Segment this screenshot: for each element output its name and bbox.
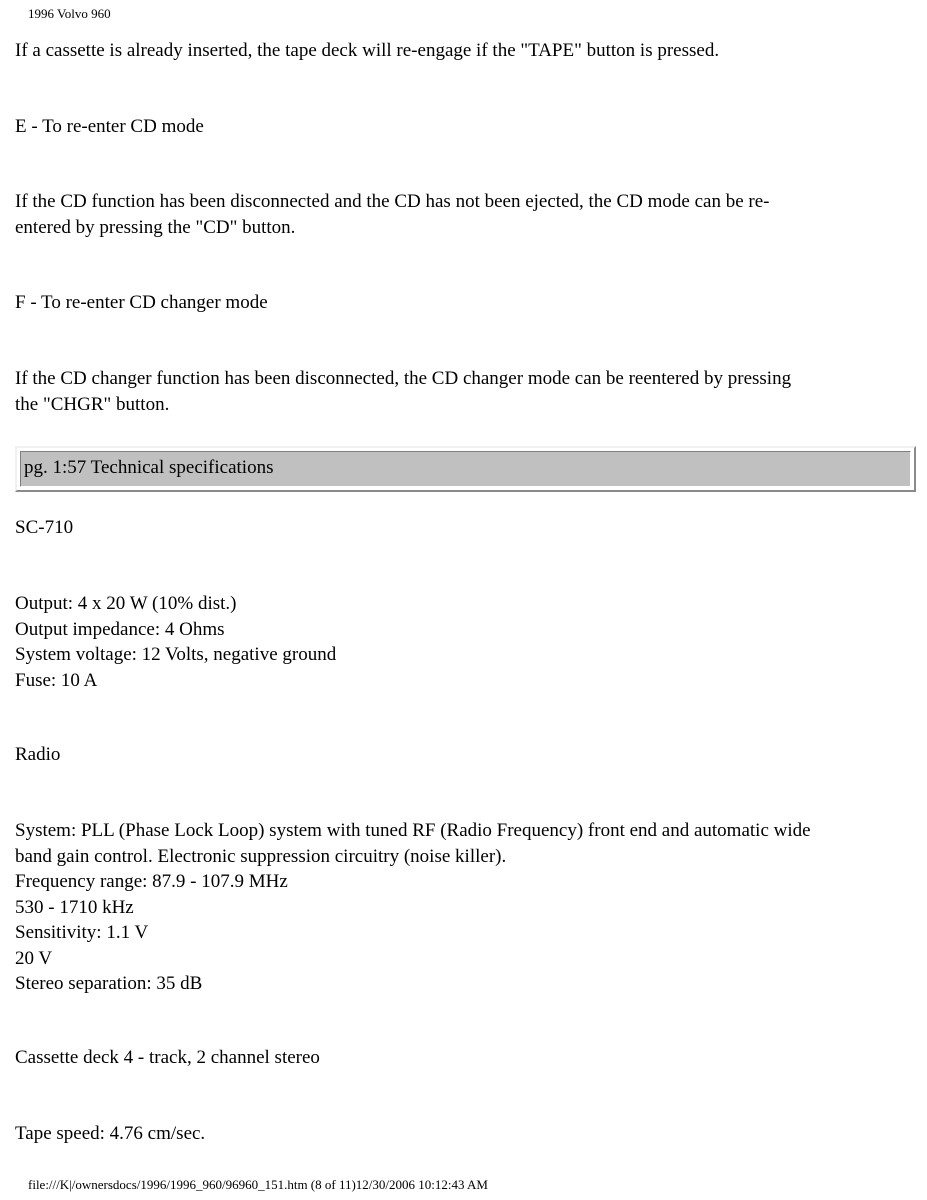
cd-changer-text-line: If the CD changer function has been disconnected, the CD changer mode can be reentered by pressing — [15, 368, 792, 389]
spec-line: Output: 4 x 20 W (10% dist.) — [15, 593, 237, 614]
tape-reengage-text: If a cassette is already inserted, the tape deck will re-engage if the "TAPE" button is pressed. — [15, 40, 720, 61]
amplifier-specs — [15, 591, 915, 693]
spec-line: Sensitivity: 1.1 V — [15, 922, 149, 943]
section-header-bar — [15, 446, 916, 492]
document-header-title: 1996 Volvo 960 — [28, 6, 111, 21]
footer-file-path: file:///K|/ownersdocs/1996/1996_960/96960_151.htm (8 of 11)12/30/2006 10:12:43 AM — [28, 1177, 488, 1192]
spec-line: 20 V — [15, 947, 53, 969]
cd-changer-text — [15, 366, 915, 417]
radio-heading: Radio — [15, 744, 61, 765]
cassette-heading: Cassette deck 4 - track, 2 channel stereo — [15, 1047, 320, 1068]
spec-line: 530 - 1710 kHz — [15, 896, 134, 918]
spec-line: Fuse: 10 A — [15, 669, 98, 691]
cd-mode-text-line: entered by pressing the "CD" button. — [15, 216, 296, 238]
section-title: pg. 1:57 Technical specifications — [20, 451, 911, 487]
model-name: SC-710 — [15, 517, 74, 538]
spec-line: Stereo separation: 35 dB — [15, 973, 203, 994]
spec-line: band gain control. Electronic suppression circuitry (noise killer). — [15, 845, 507, 867]
cd-mode-text — [15, 189, 915, 240]
spec-line: System voltage: 12 Volts, negative ground — [15, 644, 337, 665]
cd-changer-text-line: the "CHGR" button. — [15, 393, 170, 415]
cd-mode-text-line: If the CD function has been disconnected and the CD has not been ejected, the CD mode can be re- — [15, 191, 770, 212]
radio-specs — [15, 818, 915, 997]
spec-line: Frequency range: 87.9 - 107.9 MHz — [15, 871, 288, 892]
cd-changer-heading: F - To re-enter CD changer mode — [15, 292, 268, 313]
cd-mode-heading: E - To re-enter CD mode — [15, 116, 204, 137]
spec-line: Output impedance: 4 Ohms — [15, 618, 225, 640]
spec-line: System: PLL (Phase Lock Loop) system with tuned RF (Radio Frequency) front end and automatic wide — [15, 820, 811, 841]
tape-speed-text: Tape speed: 4.76 cm/sec. — [15, 1123, 206, 1144]
